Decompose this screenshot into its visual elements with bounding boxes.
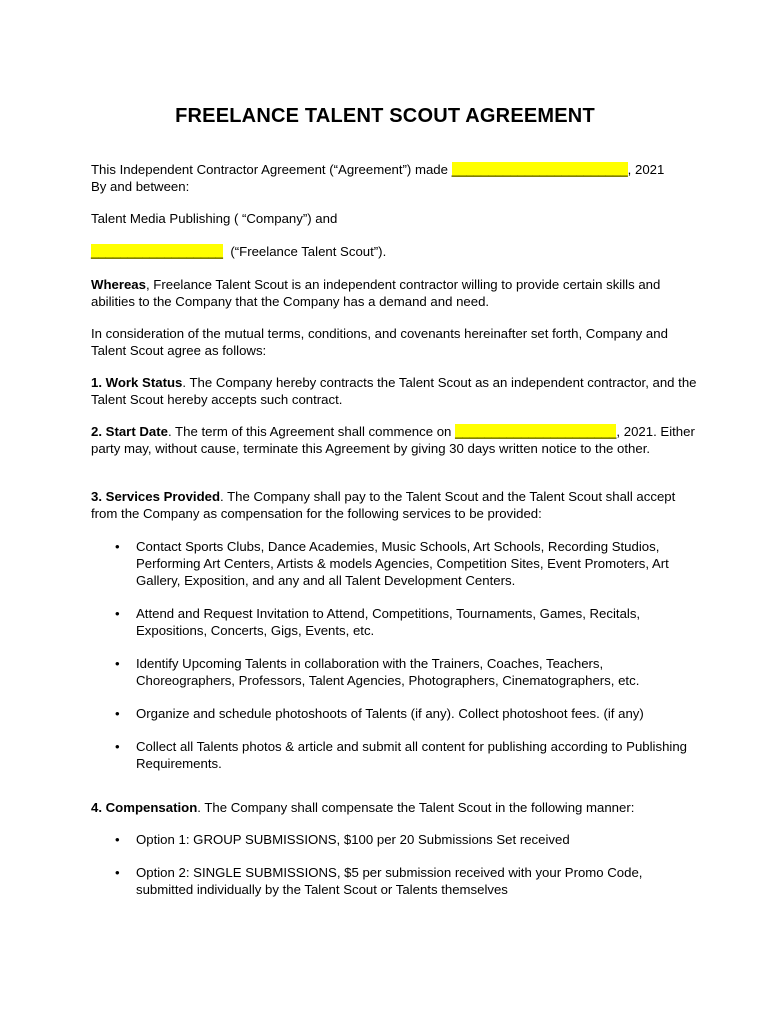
scout-label: (“Freelance Talent Scout”).	[223, 244, 387, 259]
scout-line	[91, 243, 703, 260]
list-item: • Option 2: SINGLE SUBMISSIONS, $5 per submission received with your Promo Code, submitted individually by the Talent Scout or Talents themselves	[91, 864, 703, 898]
list-item: • Attend and Request Invitation to Attend, Competitions, Tournaments, Games, Recitals, Expositions, Concerts, Gigs, Events, etc.	[91, 605, 703, 639]
section-1-text: . The Company hereby contracts the Talent Scout as an independent contractor, and the Talent Scout hereby accepts such contract.	[91, 375, 697, 407]
section-2-paragraph	[91, 423, 703, 457]
consideration-paragraph: In consideration of the mutual terms, conditions, and covenants hereinafter set forth, Company and Talent Scout agree as follows:	[91, 326, 668, 358]
list-item: • Collect all Talents photos & article and submit all content for publishing according to Publishing Requirements.	[91, 738, 703, 772]
section-2-text-a: . The term of this Agreement shall commence on	[167, 424, 456, 439]
intro-paragraph	[91, 161, 711, 195]
section-4-paragraph	[91, 799, 703, 816]
whereas-paragraph	[91, 276, 703, 310]
company-line: Talent Media Publishing ( “Company”) and	[91, 211, 338, 226]
services-list	[91, 538, 703, 772]
section-3-paragraph	[91, 488, 681, 522]
document-title: FREELANCE TALENT SCOUT AGREEMENT	[175, 105, 595, 127]
date-blank-field[interactable]: ________________________	[451, 162, 628, 177]
section-1-paragraph	[91, 374, 703, 408]
scout-name-blank-field[interactable]: __________________	[91, 244, 224, 259]
section-3-text: . The Company shall pay to the Talent Scout and the Talent Scout shall accept from the Company as compensation for the following services to be provided:	[91, 489, 676, 521]
list-item: • Contact Sports Clubs, Dance Academies, Music Schools, Art Schools, Recording Studios, Performing Art Centers, Artists & models Agencies, Competition Sites, Event Promoters, Art Gallery, Exposition, and any and all Talent Development Centers.	[91, 538, 703, 589]
section-3-heading: 3. Services Provided	[91, 489, 221, 504]
section-4-text: . The Company shall compensate the Talent Scout in the following manner:	[197, 800, 635, 815]
list-item: • Option 1: GROUP SUBMISSIONS, $100 per 20 Submissions Set received	[91, 831, 703, 848]
start-date-blank-field[interactable]: ______________________	[455, 424, 617, 439]
whereas-text: , Freelance Talent Scout is an independent contractor willing to provide certain skills and abilities to the Company that the Company has a demand and need.	[91, 277, 661, 309]
whereas-label: Whereas	[91, 277, 146, 292]
list-item: • Organize and schedule photoshoots of Talents (if any). Collect photoshoot fees. (if any)	[91, 705, 703, 722]
intro-by-and-between: By and between:	[91, 179, 190, 194]
list-item: • Identify Upcoming Talents in collaboration with the Trainers, Coaches, Teachers, Choreographers, Professors, Talent Agencies, Photographers, Cinematographers, etc.	[91, 655, 703, 689]
section-1-heading: 1. Work Status	[91, 375, 183, 390]
section-2-text-b: , 2021. Either party may, without cause, terminate this Agreement by giving 30 days written notice to the other.	[91, 424, 695, 456]
section-4-heading: 4. Compensation	[91, 800, 198, 815]
compensation-list	[91, 831, 703, 898]
intro-text: This Independent Contractor Agreement (“Agreement”) made	[91, 162, 452, 177]
section-2-heading: 2. Start Date	[91, 424, 168, 439]
intro-year: , 2021	[627, 162, 665, 177]
